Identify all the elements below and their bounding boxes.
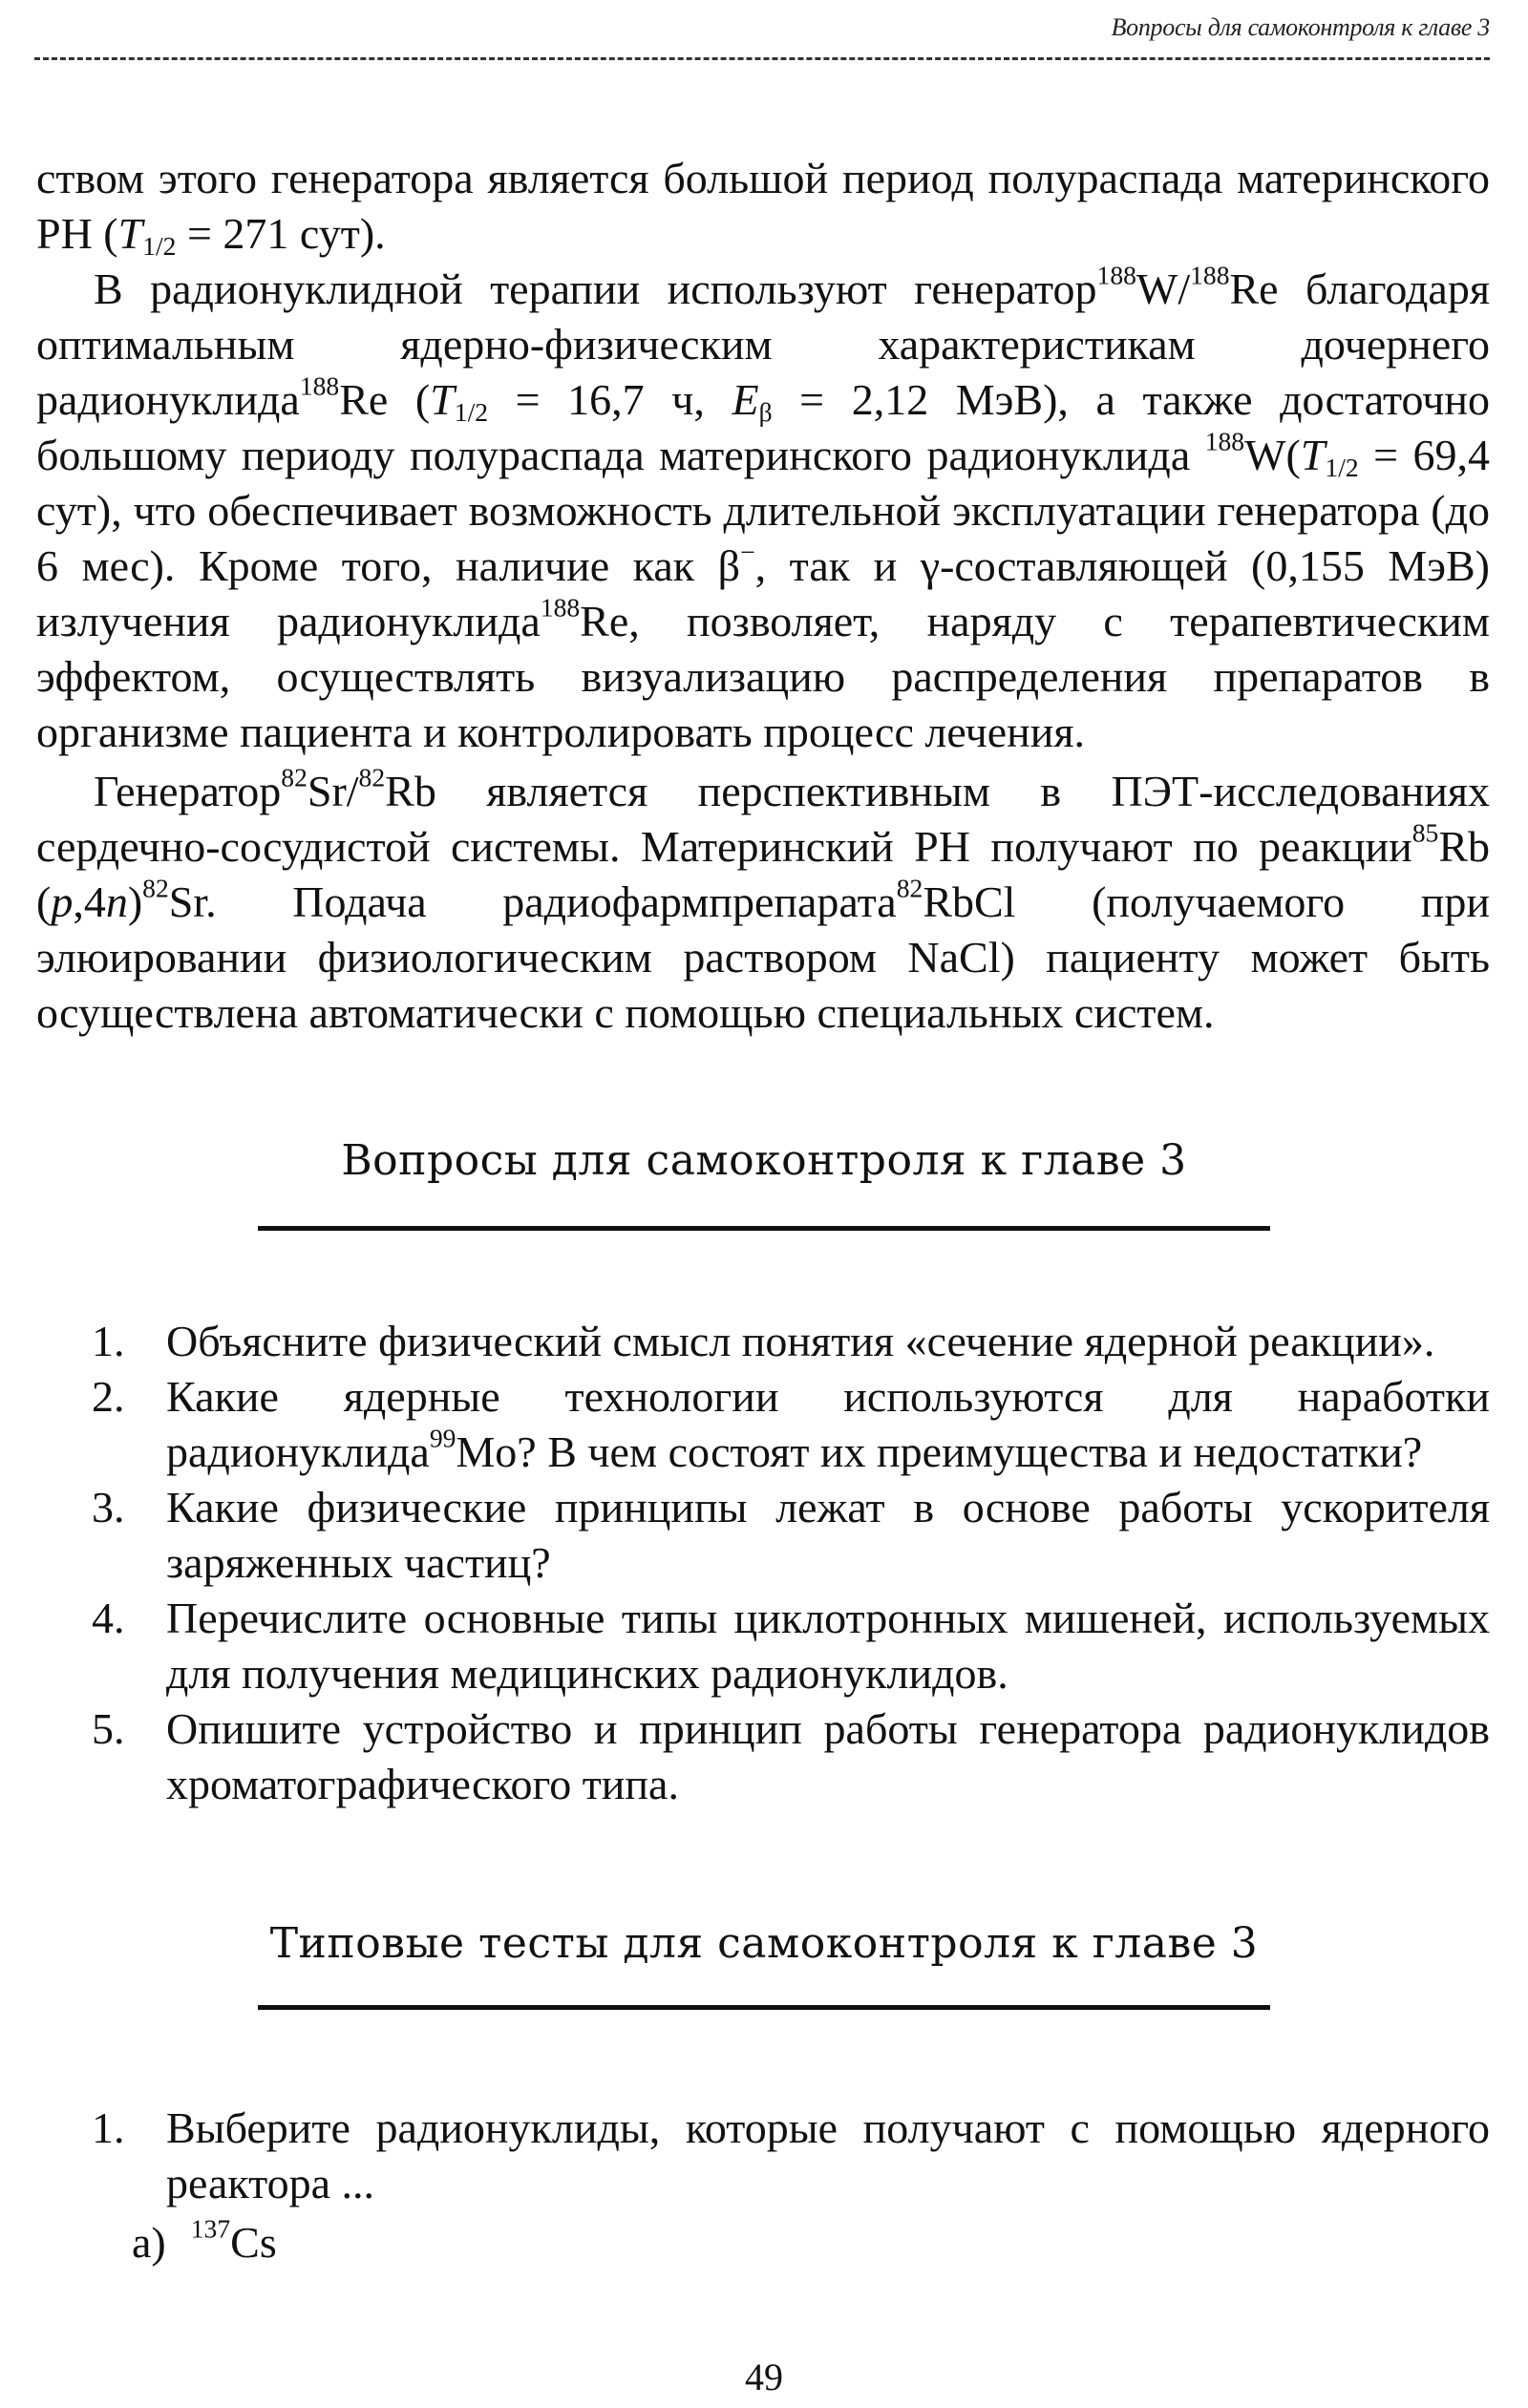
section-heading-tests: Типовые тесты для самоконтроля к главе 3: [269, 1919, 1259, 1968]
question-item: 1. Объясните физический смысл понятия «сечение ядерной реакции».: [92, 1317, 1435, 1365]
question-item: 4. Перечислите основные типы циклотронных мишеней, используемых для получения медицинских радионуклидов.: [92, 1594, 1490, 1698]
section-heading-rule: [258, 2005, 1270, 2010]
paragraph-sr-rb-generator: Генератор$^{82}$Sr/$^{82}$Rb является перспективным в ПЭТ-исследованиях сердечно-сосудистой системы. Материнский РН получают по реакции$^{85}$Rb $(p,4n)^{82}Sr$. Подача радиофармпрепарата$^{82}$RbCl (получаемого при элюировании физиологическим раствором NaCl) пациенту может быть осуществлена автоматически с помощью специальных систем.: [36, 762, 1490, 1037]
paragraph-therapy-generator: В радионуклидной терапии используют генератор$^{188}$W/$^{188}$Re благодаря оптимальным ядерно-физическим характеристикам дочернего радионуклида$^{188}$Re ($T_{1/2} = 16,7$ ч, $E_\beta = 2,12$ МэВ), а также достаточно большому периоду полураспада материнского радионуклида $^{188}W(T_{1/2} = 69,4$ сут), что обеспечивает возможность длительной эксплуатации генератора (до 6 мес). Кроме того, наличие как β−, так и γ-составляющей (0,155 МэВ) излучения радионуклида$^{188}$Re, позволяет, наряду с терапевтическим эффектом, осуществлять визуализацию распределения препаратов в организме пациента и контролировать процесс лечения.: [36, 260, 1491, 756]
question-item: 3. Какие физические принципы лежат в основе работы ускорителя заряженных частиц?: [92, 1483, 1490, 1587]
question-item: 5. Опишите устройство и принцип работы генератора радионуклидов хроматографического типа.: [92, 1704, 1490, 1808]
running-head: Вопросы для самоконтроля к главе 3: [1111, 13, 1490, 41]
paragraph-continuation: ством этого генератора является большой период полураспада материнского РН ($T_{1/2} = 271$ сут).: [36, 154, 1490, 261]
section-heading-rule: [258, 1226, 1270, 1231]
header-dashed-rule: [34, 57, 1490, 60]
tests-list: [57, 2101, 1490, 2211]
questions-list: [57, 1314, 1490, 1812]
question-item: 2. Какие ядерные технологии используются для наработки радионуклида$^{99}$Mo? В чем состоят их преимущества и недостатки?: [92, 1372, 1490, 1476]
test-item: 1. Выберите радионуклиды, которые получают с помощью ядерного реактора ...: [92, 2103, 1490, 2207]
page-number: 49: [745, 2355, 783, 2398]
section-heading-questions: Вопросы для самоконтроля к главе 3: [341, 1136, 1187, 1185]
answer-option: а) $^{137}$Cs: [132, 2213, 277, 2267]
